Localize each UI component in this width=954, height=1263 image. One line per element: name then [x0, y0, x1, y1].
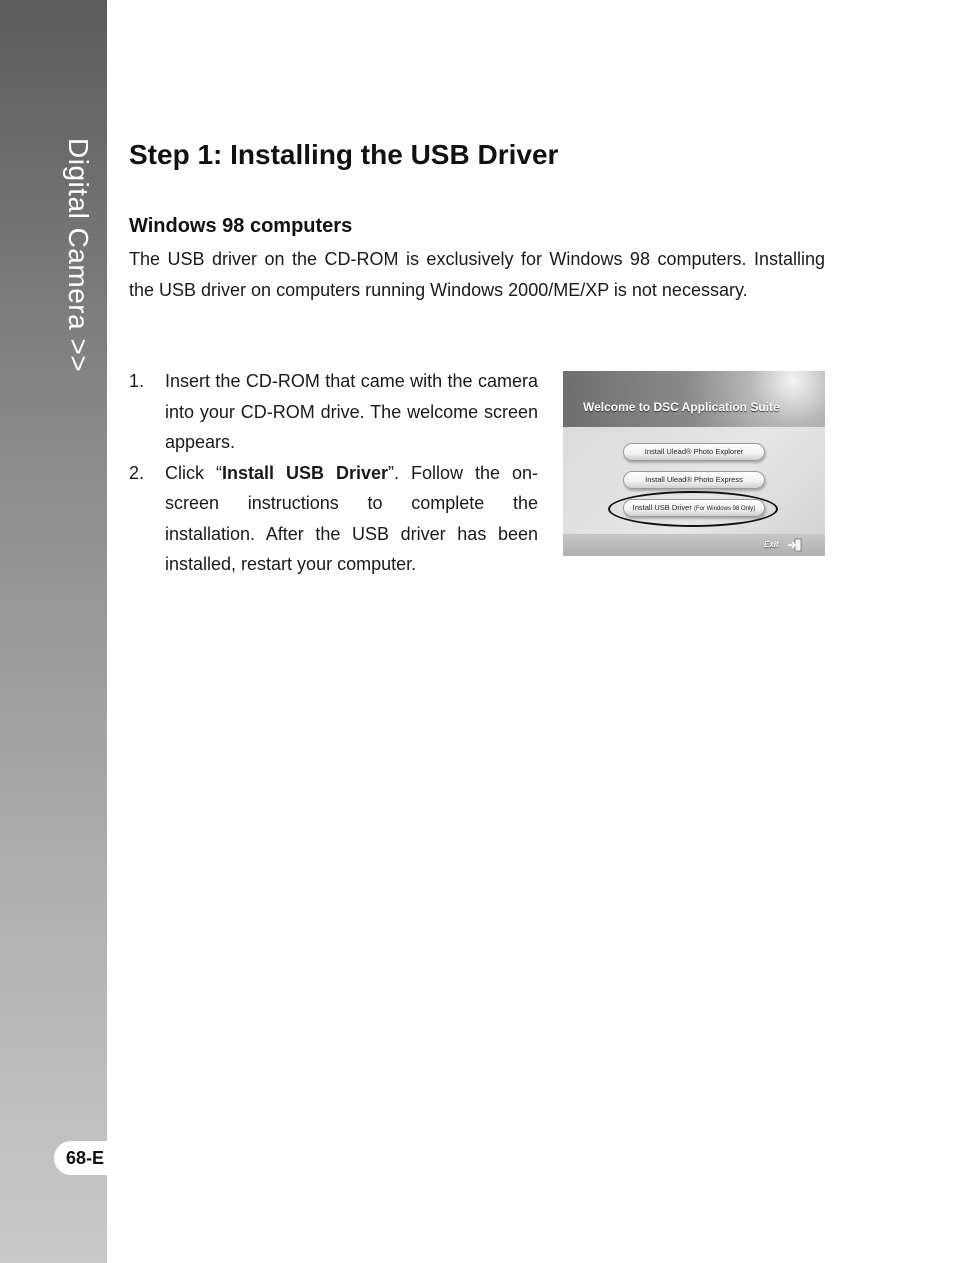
step-number: 2.	[129, 462, 145, 483]
highlight-circle	[608, 491, 778, 527]
page-heading: Step 1: Installing the USB Driver	[129, 139, 559, 170]
screenshot-footer	[563, 534, 825, 556]
install-usb-driver-label: Install USB Driver	[632, 503, 692, 512]
screenshot-title: Welcome to DSC Application Suite	[583, 400, 780, 414]
install-photo-express-button[interactable]: Install Ulead® Photo Express	[623, 471, 765, 489]
screenshot-header	[563, 371, 825, 427]
step-number: 1.	[129, 371, 145, 391]
exit-button-label[interactable]: Exit	[764, 540, 779, 549]
exit-door-icon[interactable]	[787, 538, 803, 552]
section-title: Digital Camera >>	[63, 138, 94, 373]
install-photo-explorer-button[interactable]: Install Ulead® Photo Explorer	[623, 443, 765, 461]
welcome-screen-screenshot	[563, 371, 825, 556]
step-bold-label: Install USB Driver	[221, 462, 388, 483]
step-text: Insert the CD-ROM that came with the camera into your CD-ROM drive. The welcome screen appears.	[165, 371, 538, 452]
step-text-after: ”. Follow the on-screen instructions to complete the installation. After the USB driver has been installed, restart your computer.	[165, 462, 538, 574]
step-text-before: Click “	[165, 462, 222, 483]
intro-paragraph: The USB driver on the CD-ROM is exclusively for Windows 98 computers. Installing the USB driver on computers running Windows 2000/ME/XP is not necessary.	[129, 249, 825, 300]
subheading: Windows 98 computers	[129, 215, 353, 237]
step-item	[129, 458, 538, 580]
install-usb-driver-note: (For Windows 98 Only)	[693, 506, 756, 512]
steps-list	[129, 366, 538, 580]
page-number: 68-E	[54, 1141, 114, 1175]
step-item	[129, 366, 538, 458]
